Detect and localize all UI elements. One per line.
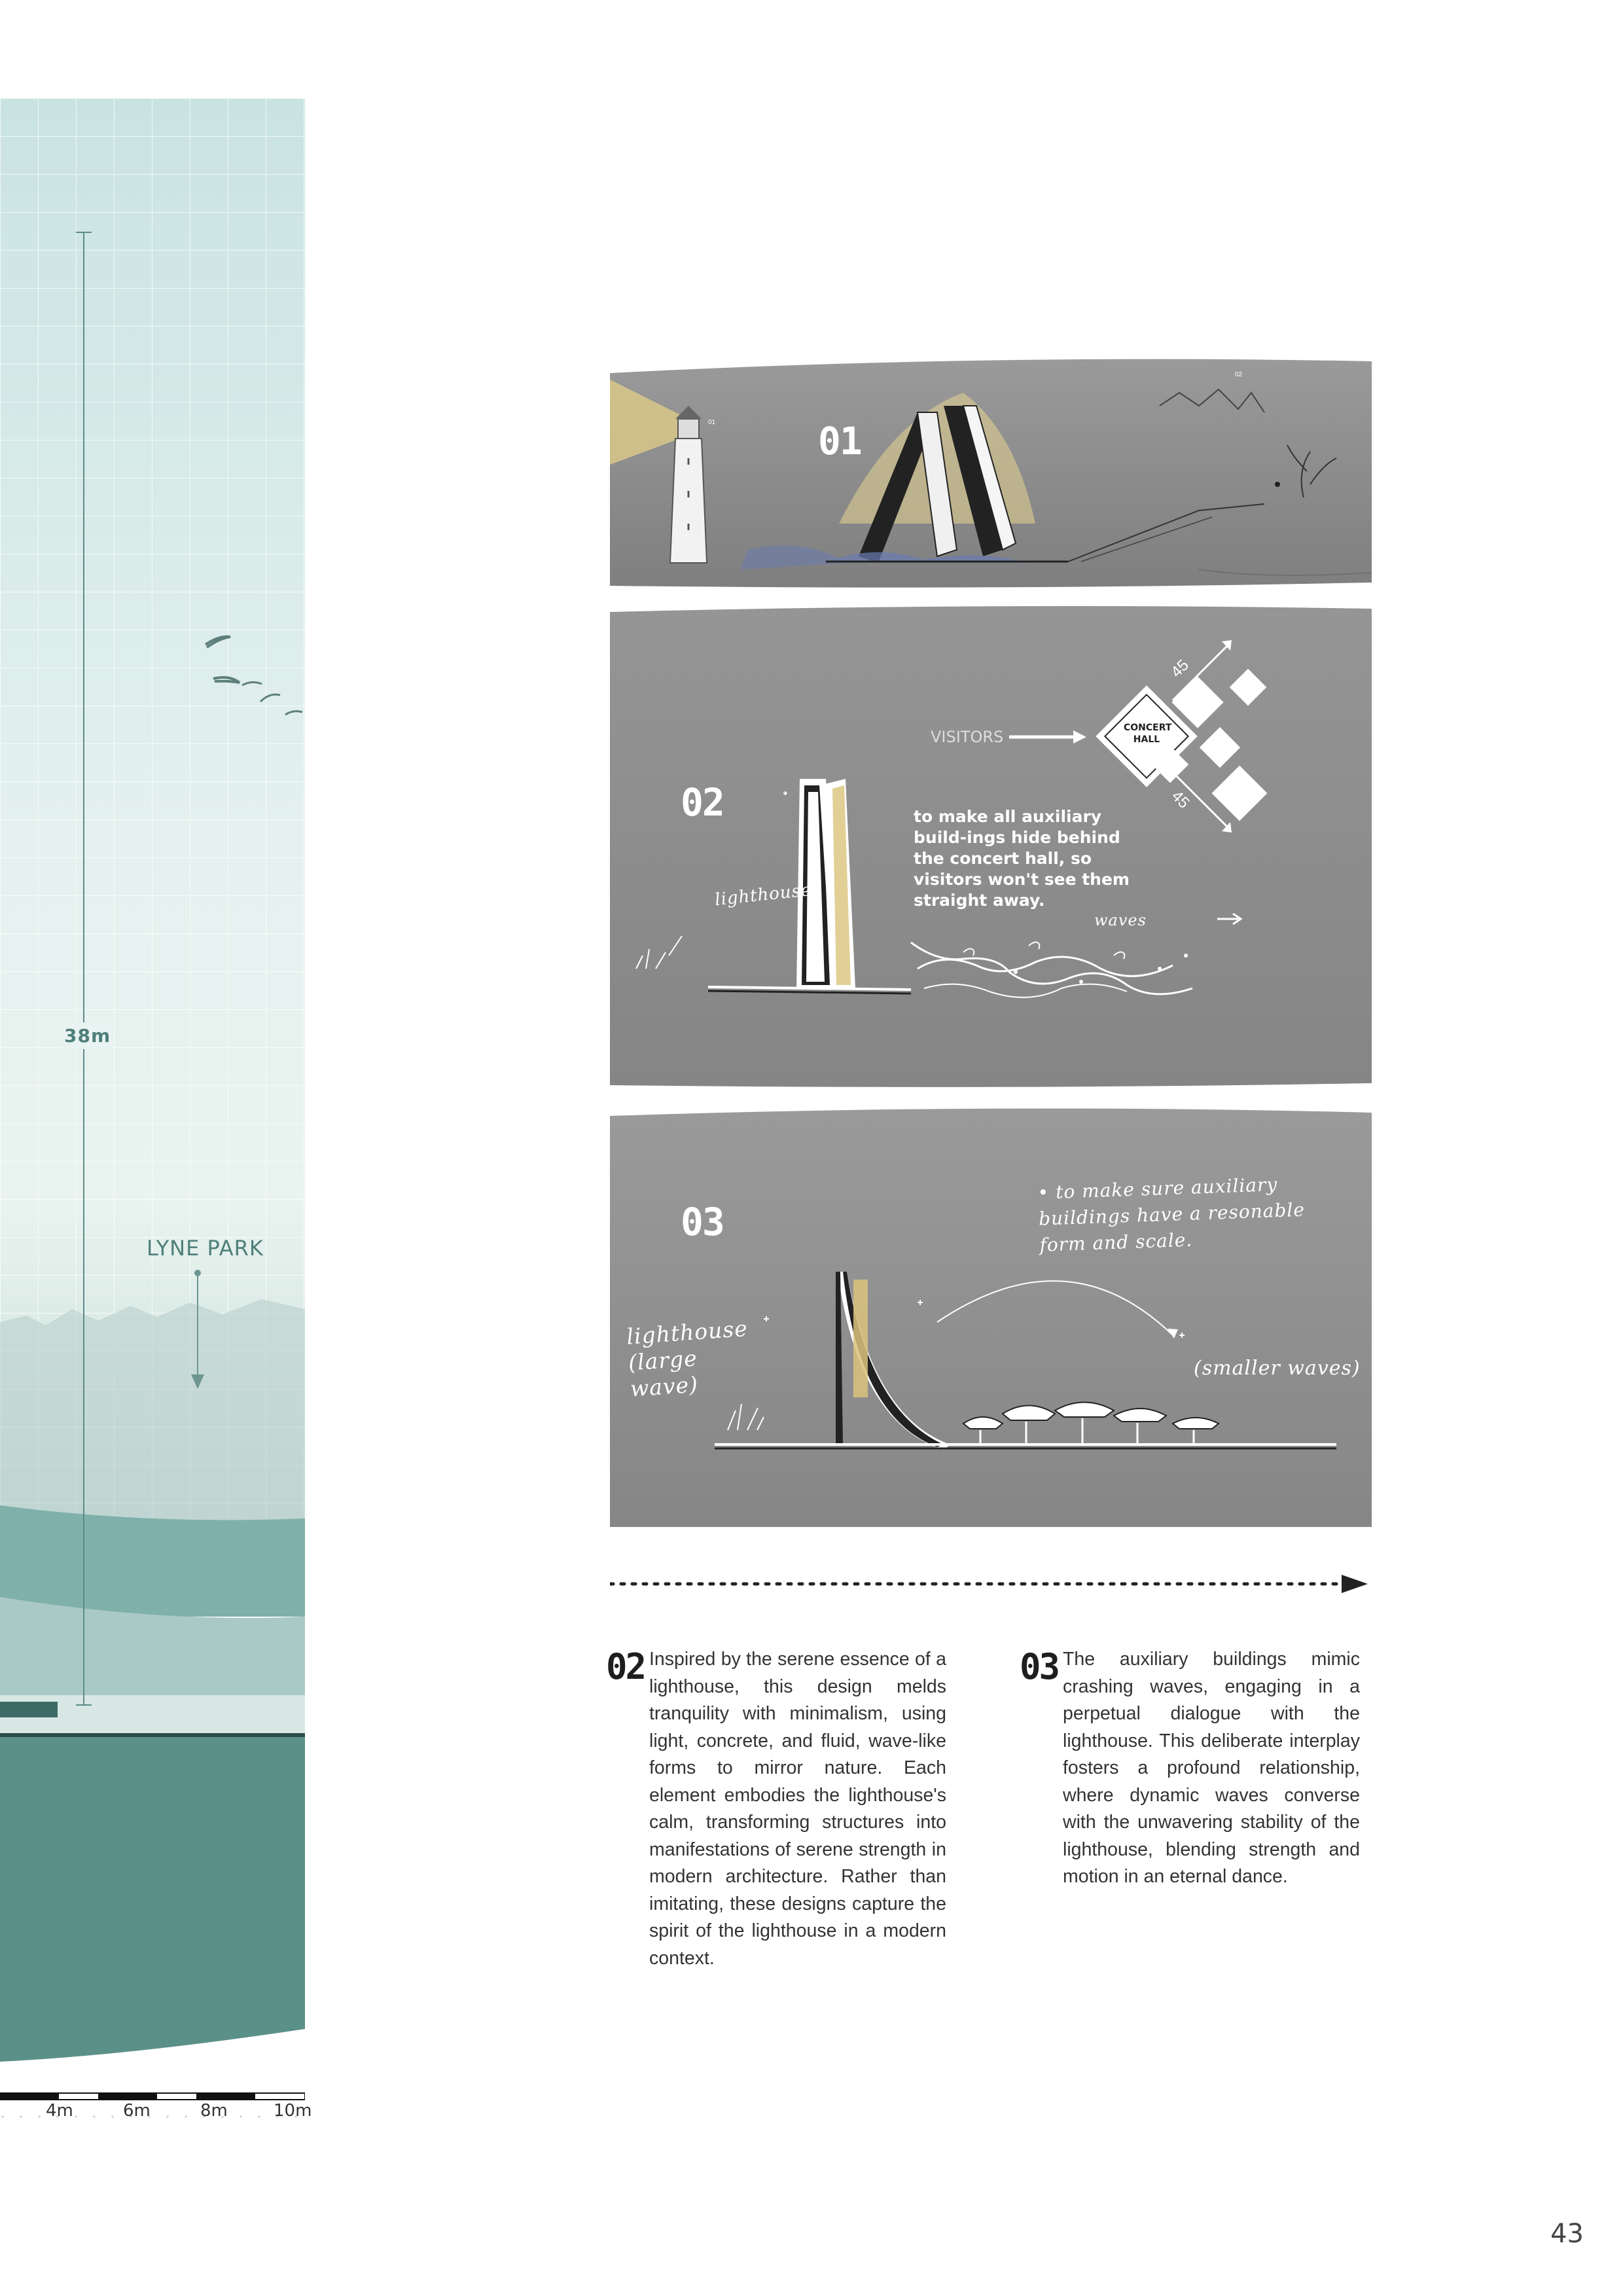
visitors-label: VISITORS xyxy=(931,728,1004,746)
panel-02-number: 02 xyxy=(681,780,724,825)
panel-01-number: 01 xyxy=(818,419,861,463)
scale-label-6m: 6m xyxy=(123,2101,151,2121)
column-02-number: 02 xyxy=(606,1646,645,1687)
sketch-panel-01 xyxy=(610,353,1372,590)
scale-label-10m: 10m xyxy=(274,2101,312,2121)
smaller-waves-label: (smaller waves) xyxy=(1194,1357,1361,1380)
angle-label-top: 45 xyxy=(1168,656,1192,681)
angle-label-bottom: 45 xyxy=(1168,787,1193,812)
panel-02-note: to make all auxiliary build-ings hide behind the concert hall, so visitors won't see them straight away. xyxy=(914,807,1130,910)
scale-label-4m: 4m xyxy=(46,2101,73,2121)
elevation-graphic xyxy=(0,98,305,2127)
panel-03-note: • to make sure auxiliary buildings have a resonable form and scale. xyxy=(1037,1174,1306,1256)
sketch-panel-03 xyxy=(610,1103,1372,1528)
column-03-text: The auxiliary buildings mimic crashing waves, engaging in a perpetual dialogue with the lighthouse. This deliberate interplay fosters a profound relationship, where dynamic waves converse with the unwavering stability of the lighthouse, blending strength and motion in an eternal dance. xyxy=(1063,1649,1360,1887)
column-02-text: Inspired by the serene essence of a lighthouse, this design melds tranquility with minimalism, using light, concrete, and fluid, wave-like forms to mirror nature. Each element embodies the lighthouse's calm, transforming structures into manifestations of serene strength in modern architecture. Rather than imitating, these designs capture the spirit of the lighthouse in a modern context. xyxy=(649,1649,946,1969)
concert-hall-label: CONCERT HALL xyxy=(1124,723,1172,745)
column-03-number: 03 xyxy=(1020,1646,1059,1687)
lighthouse-label: lighthouse. xyxy=(713,879,819,910)
scale-label-8m: 8m xyxy=(200,2101,228,2121)
dotted-arrow xyxy=(610,1571,1372,1597)
height-dimension-label: 38m xyxy=(63,1022,112,1049)
sketch-panel-02 xyxy=(610,602,1372,1090)
elevation-drawing xyxy=(0,98,305,1977)
sketch-01-graphic xyxy=(610,353,1372,590)
panel-03-number: 03 xyxy=(681,1200,724,1244)
park-label: LYNE PARK xyxy=(147,1236,264,1261)
lighthouse-large-wave-label: lighthouse (large wave) xyxy=(626,1315,749,1402)
svg-text:01: 01 xyxy=(708,419,716,426)
waves-label: waves xyxy=(1094,911,1147,929)
page-number: 43 xyxy=(1550,2219,1584,2249)
svg-text:02: 02 xyxy=(1235,371,1243,378)
sketch-03-graphic xyxy=(610,1103,1372,1528)
